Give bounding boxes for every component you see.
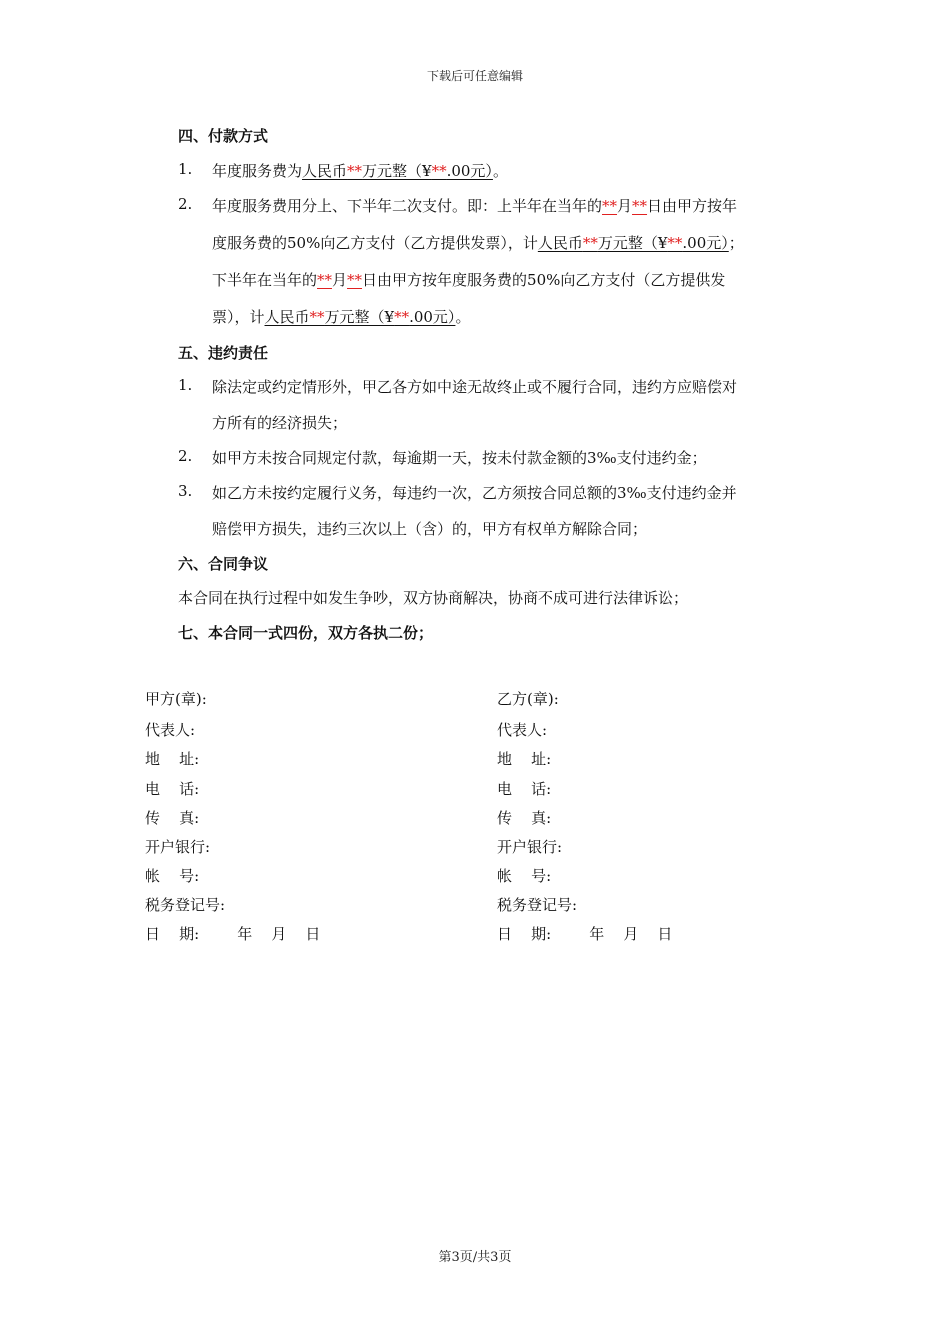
placeholder-month: ** [602, 197, 618, 215]
party-a-phone: 电 话: [145, 780, 200, 798]
party-b-date: 日 期: 年 月 日 [497, 925, 673, 943]
liability-item-3-line-2: 赔偿甲方损失，违约三次以上（含）的，甲方有权单方解除合同； [212, 520, 648, 538]
placeholder-amount: ** [667, 234, 683, 252]
liability-item-1-line-1: 除法定或约定情形外，甲乙各方如中途无故终止或不履行合同，违约方应赔偿对 [212, 378, 738, 396]
party-b-phone: 电 话: [497, 780, 552, 798]
party-b-representative: 代表人: [497, 721, 548, 739]
payment-item-2-line-1: 年度服务费用分上、下半年二次支付。即：上半年在当年的**月**日由甲方按年 [212, 197, 738, 215]
list-number: 1. [178, 376, 193, 394]
party-b-address: 地 址: [497, 750, 552, 768]
section-title-liability: 五、违约责任 [178, 344, 269, 362]
party-b-tax-id: 税务登记号: [497, 896, 578, 914]
section-title-copies: 七、本合同一式四份，双方各执二份； [178, 624, 434, 642]
section-title-payment: 四、付款方式 [178, 127, 269, 145]
party-a-bank: 开户银行: [145, 838, 211, 856]
payment-item-2-line-3: 下半年在当年的**月**日由甲方按年度服务费的50%向乙方支付（乙方提供发 [212, 271, 726, 289]
party-a-tax-id: 税务登记号: [145, 896, 226, 914]
placeholder-amount: ** [431, 162, 447, 180]
dispute-clause: 本合同在执行过程中如发生争吵，双方协商解决，协商不成可进行法律诉讼； [178, 589, 689, 607]
party-b-seal: 乙方(章): [497, 690, 559, 708]
party-a-fax: 传 真: [145, 809, 200, 827]
placeholder-amount: ** [394, 308, 410, 326]
party-a-address: 地 址: [145, 750, 200, 768]
section-title-dispute: 六、合同争议 [178, 555, 269, 573]
list-number: 3. [178, 482, 193, 500]
placeholder-amount: ** [309, 308, 325, 326]
liability-item-1-line-2: 方所有的经济损失； [212, 414, 348, 432]
page-footer: 第3页/共3页 [438, 1250, 512, 1265]
payment-item-2-line-2: 度服务费的50%向乙方支付（乙方提供发票），计人民币**万元整（¥**.00元）； [212, 234, 744, 252]
placeholder-amount: ** [347, 162, 363, 180]
list-number: 1. [178, 160, 193, 178]
party-b-bank: 开户银行: [497, 838, 563, 856]
placeholder-amount: ** [582, 234, 598, 252]
placeholder-month: ** [317, 271, 333, 289]
list-number: 2. [178, 195, 193, 213]
liability-item-2: 如甲方未按合同规定付款，每逾期一天，按未付款金额的3‰支付违约金； [212, 449, 707, 467]
party-a-account: 帐 号: [145, 867, 200, 885]
party-b-account: 帐 号: [497, 867, 552, 885]
party-a-date: 日 期: 年 月 日 [145, 925, 321, 943]
list-number: 2. [178, 447, 193, 465]
party-a-seal: 甲方(章): [145, 690, 207, 708]
party-a-representative: 代表人: [145, 721, 196, 739]
payment-item-2-line-4: 票），计人民币**万元整（¥**.00元）。 [212, 308, 471, 326]
party-b-fax: 传 真: [497, 809, 552, 827]
payment-item-1: 年度服务费为人民币**万元整（¥**.00元）。 [212, 162, 508, 180]
page-header: 下载后可任意编辑 [426, 69, 523, 83]
liability-item-3-line-1: 如乙方未按约定履行义务，每违约一次，乙方须按合同总额的3‰支付违约金并 [212, 484, 737, 502]
placeholder-day: ** [632, 197, 648, 215]
placeholder-day: ** [347, 271, 363, 289]
